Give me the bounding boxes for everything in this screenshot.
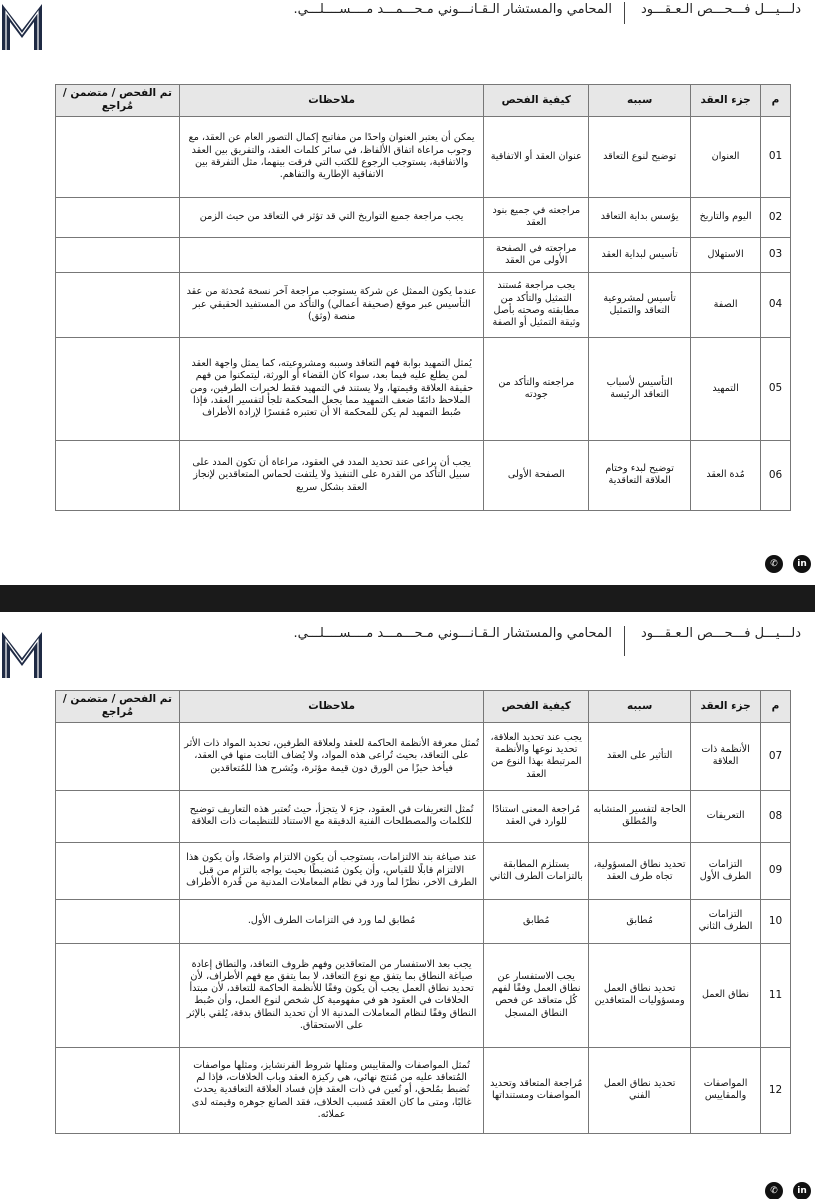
guide-title: دلـــيـــل فـــحـــص الـعـقـــود (641, 626, 801, 641)
row-reason: تحديد نطاق المسؤولية، تجاه طرف العقد (589, 842, 691, 899)
page-header (293, 626, 801, 656)
row-reason: التأسيس لأسباب التعاقد الرئيسة (589, 337, 691, 440)
row-check-cell[interactable] (56, 440, 180, 510)
row-reason: توضيح لنوع التعاقد (589, 116, 691, 197)
row-check-cell[interactable] (56, 1047, 180, 1133)
social-links (765, 1182, 811, 1199)
table-row (56, 197, 791, 237)
row-notes: عند صياغة بند الالتزامات، يستوجب أن يكون الالتزام واضحًا، وأن يكون هذا الالتزام قابلًا للقياس، وأن يكون مُنضبطًا بحيث يواجه بالتزام من قبل الطرف الاخر، نظرًا لما ورد في نظام المعاملات المدنية من قُدرة الأطراف (179, 842, 483, 899)
row-check-cell[interactable] (56, 722, 180, 790)
table-row (56, 1047, 791, 1133)
row-how: مراجعته والتأكد من جودته (484, 337, 589, 440)
document-page-1 (0, 0, 815, 585)
col-header-how: كيفية الفحص (484, 691, 589, 723)
row-reason: توضيح لبدء وختام العلاقة التعاقدية (589, 440, 691, 510)
row-number: 03 (761, 237, 791, 272)
col-header-notes: ملاحظات (179, 691, 483, 723)
col-header-part: جزء العقد (691, 85, 761, 117)
table-header-row (56, 85, 791, 117)
row-reason: مُطابق (589, 899, 691, 943)
col-header-check: تم الفحص / متضمن / مُراجع (56, 85, 180, 117)
row-notes: عندما يكون الممثل عن شركة يستوجب مراجعة آخر نسخة مُحدثة من عقد التأسيس عبر موقع (صحيفة أعمالي) والتأكد من المستفيد الحقيقي عبر منصة (وثق) (179, 272, 483, 337)
row-number: 06 (761, 440, 791, 510)
linkedin-icon[interactable]: in (793, 555, 811, 573)
col-header-notes: ملاحظات (179, 85, 483, 117)
col-header-part: جزء العقد (691, 691, 761, 723)
guide-title: دلـــيـــل فـــحـــص الـعـقـــود (641, 2, 801, 17)
row-notes: يمكن أن يعتبر العنوان واحدًا من مفاتيح إكمال التصور العام عن العقد، مع وجوب مراعاة اتفاق الألفاظ، في سائر كلمات العقد، والتفريق بين العقد والاتفاقية، يستوجب الرجوع للكتب التي فرقت بينهما، مثل التفرقة بين الاتفاقية الإطارية والتفاهم. (179, 116, 483, 197)
row-check-cell[interactable] (56, 842, 180, 899)
table-row (56, 943, 791, 1047)
row-number: 11 (761, 943, 791, 1047)
row-number: 12 (761, 1047, 791, 1133)
row-reason: يؤسس بداية التعاقد (589, 197, 691, 237)
row-notes: يجب أن يراعى عند تحديد المدد في العقود، مراعاة أن تكون المدد على سبيل التأكد من القدرة على التنفيذ ولا يلتفت لحماس المتعاقدين لإنجاز العقد بشكل سريع (179, 440, 483, 510)
contract-check-table-2 (55, 690, 791, 1134)
col-header-reason: سببه (589, 691, 691, 723)
social-links (765, 555, 811, 573)
row-part: التزامات الطرف الأول (691, 842, 761, 899)
row-reason: تأسيس لمشروعية التعاقد والتمثيل (589, 272, 691, 337)
row-notes: يجب مراجعة جميع التواريخ التي قد تؤثر في التعاقد من حيث الزمن (179, 197, 483, 237)
table-row (56, 722, 791, 790)
row-part: المواصفات والمقاييس (691, 1047, 761, 1133)
row-check-cell[interactable] (56, 237, 180, 272)
whatsapp-icon[interactable]: ✆ (765, 1182, 783, 1199)
row-how: عنوان العقد أو الاتفاقية (484, 116, 589, 197)
table-row (56, 790, 791, 842)
col-header-check: تم الفحص / متضمن / مُراجع (56, 691, 180, 723)
row-check-cell[interactable] (56, 116, 180, 197)
page-separator-band (0, 585, 815, 612)
table-row (56, 237, 791, 272)
row-part: الأنظمة ذات العلاقة (691, 722, 761, 790)
row-notes: تُمثل التعريفات في العقود، جزء لا يتجزأ، حيث تُعتبر هذه التعاريف توضيح للكلمات والمصطلحات الفنية الدقيقة مع الاستناد للتنظيمات ذات العلاقة (179, 790, 483, 842)
row-part: اليوم والتاريخ (691, 197, 761, 237)
row-reason: تحديد نطاق العمل الفني (589, 1047, 691, 1133)
page-header (293, 2, 801, 24)
row-reason: تأسيس لبداية العقد (589, 237, 691, 272)
row-reason: الحاجة لتفسير المتشابه والمُطلق (589, 790, 691, 842)
row-number: 07 (761, 722, 791, 790)
author-line: المحامي والمستشار الـقـانـــوني مـحـــمـــد مــــســــلـــي. (293, 2, 612, 17)
row-check-cell[interactable] (56, 790, 180, 842)
header-divider (624, 626, 625, 656)
row-how: يجب الاستفسار عن نطاق العمل وفقًا لفهم كُل متعاقد عن فحص النطاق المسجل (484, 943, 589, 1047)
row-how: مُراجعة المعنى استنادًا للوارد في العقد (484, 790, 589, 842)
row-notes: يجب بعد الاستفسار من المتعاقدين وفهم ظروف التعاقد، والنطاق إعادة صياغة النطاق بما يتفق مع نوع التعاقد، لا بما يتفق مع فهم الأطراف، لأن تحديد نطاق العمل يجب أن يكون وفقًا للأنظمة الحاكمة للتعاقد، لأن مبتدأ الخلافات في العقود هو في مفهومية كل شخص لنوع العمل، وأن ضُبط النطاق وفقًا لنظام المعاملات المدنية الا أن تحديد النطاق بدقة، يُلقي بالإثر على الاستحقاق. (179, 943, 483, 1047)
row-number: 08 (761, 790, 791, 842)
row-how: مُطابق (484, 899, 589, 943)
row-reason: تحديد نطاق العمل ومسؤوليات المتعاقدين (589, 943, 691, 1047)
row-number: 10 (761, 899, 791, 943)
row-check-cell[interactable] (56, 197, 180, 237)
row-how: يستلزم المطابقة بالتزامات الطرف الثاني (484, 842, 589, 899)
row-number: 05 (761, 337, 791, 440)
row-check-cell[interactable] (56, 337, 180, 440)
row-part: نطاق العمل (691, 943, 761, 1047)
row-number: 04 (761, 272, 791, 337)
row-part: الصفة (691, 272, 761, 337)
row-number: 02 (761, 197, 791, 237)
contract-check-table-1 (55, 84, 791, 511)
table-row (56, 337, 791, 440)
row-number: 01 (761, 116, 791, 197)
table-row (56, 842, 791, 899)
row-part: مُدة العقد (691, 440, 761, 510)
row-part: التعريفات (691, 790, 761, 842)
row-check-cell[interactable] (56, 272, 180, 337)
col-header-num: م (761, 691, 791, 723)
author-line: المحامي والمستشار الـقـانـــوني مـحـــمـــد مــــســــلـــي. (293, 626, 612, 641)
row-how: يجب مراجعة مُستند التمثيل والتأكد من مطابقته وصحته بأصل وثيقة التمثيل أو الصفة (484, 272, 589, 337)
logo-m-icon (0, 0, 44, 52)
row-part: التمهيد (691, 337, 761, 440)
logo-m-icon (0, 628, 44, 680)
row-how: الصفحة الأولى (484, 440, 589, 510)
table-row (56, 116, 791, 197)
col-header-num: م (761, 85, 791, 117)
table-row (56, 272, 791, 337)
table-header-row (56, 691, 791, 723)
row-how: مراجعته في جميع بنود العقد (484, 197, 589, 237)
row-notes: تُمثل معرفة الأنظمة الحاكمة للعقد ولعلاقة الطرفين، تحديد المواد ذات الأثر على التعاقد، بحيث تُراعى هذه المواد، ولا يُضاف الثابت منها في العقد، فيأخذ حيزًا من الورق دون قيمة مؤثرة، ويُشرح هذا للمُتعاقدين (179, 722, 483, 790)
row-how: مُراجعة المتعاقد وتحديد المواصفات ومستنداتها (484, 1047, 589, 1133)
row-check-cell[interactable] (56, 899, 180, 943)
col-header-reason: سببه (589, 85, 691, 117)
row-number: 09 (761, 842, 791, 899)
row-part: العنوان (691, 116, 761, 197)
row-part: الاستهلال (691, 237, 761, 272)
table-row (56, 440, 791, 510)
row-notes: يُمثل التمهيد بوابة فهم التعاقد وسببه ومشروعيته، كما يمثل واجهة العقد لمن يطلع عليه فيما بعد، سواء كان القضاء أو الورثة، ليتمكنوا من فهم حقيقة العلاقة وقيمتها، ولا يستند في التمهيد فقط لخبرات الطرفين، ومن الملاحظ دائمًا ضعف التمهيد مما يجعل المحكمة تلجأ لتفسير العقد، فإذا ضُبط التمهيد لم يكن للمحكمة الا أن تعتبره مُفسرًا لإرادة الأطراف (179, 337, 483, 440)
row-check-cell[interactable] (56, 943, 180, 1047)
header-divider (624, 2, 625, 24)
row-how: مراجعته في الصفحة الأولى من العقد (484, 237, 589, 272)
row-notes: تُمثل المواصفات والمقاييس ومثلها شروط الفرنشايز، ومثلها مواصفات المُتعاقد عليه من مُنتج نهائي، هي ركيزة العقد وباب الخلافات، فإذا لم تُضبط بمُلحق، أو تُعين في ذات العقد فإن فساد العلاقة التعاقدية يحدث غالبًا، ومتى ما كان العقد مُسبب الخلاف، فقد الصانع جوهره وقيمته لدى عملائه. (179, 1047, 483, 1133)
row-reason: التأثير على العقد (589, 722, 691, 790)
whatsapp-icon[interactable]: ✆ (765, 555, 783, 573)
row-part: التزامات الطرف الثاني (691, 899, 761, 943)
table-row (56, 899, 791, 943)
document-page-2 (0, 612, 815, 1199)
col-header-how: كيفية الفحص (484, 85, 589, 117)
linkedin-icon[interactable]: in (793, 1182, 811, 1199)
row-how: يجب عند تحديد العلاقة، تحديد نوعها والأنظمة المرتبطة بهذا النوع من العقد (484, 722, 589, 790)
row-notes (179, 237, 483, 272)
row-notes: مُطابق لما ورد في التزامات الطرف الأول. (179, 899, 483, 943)
